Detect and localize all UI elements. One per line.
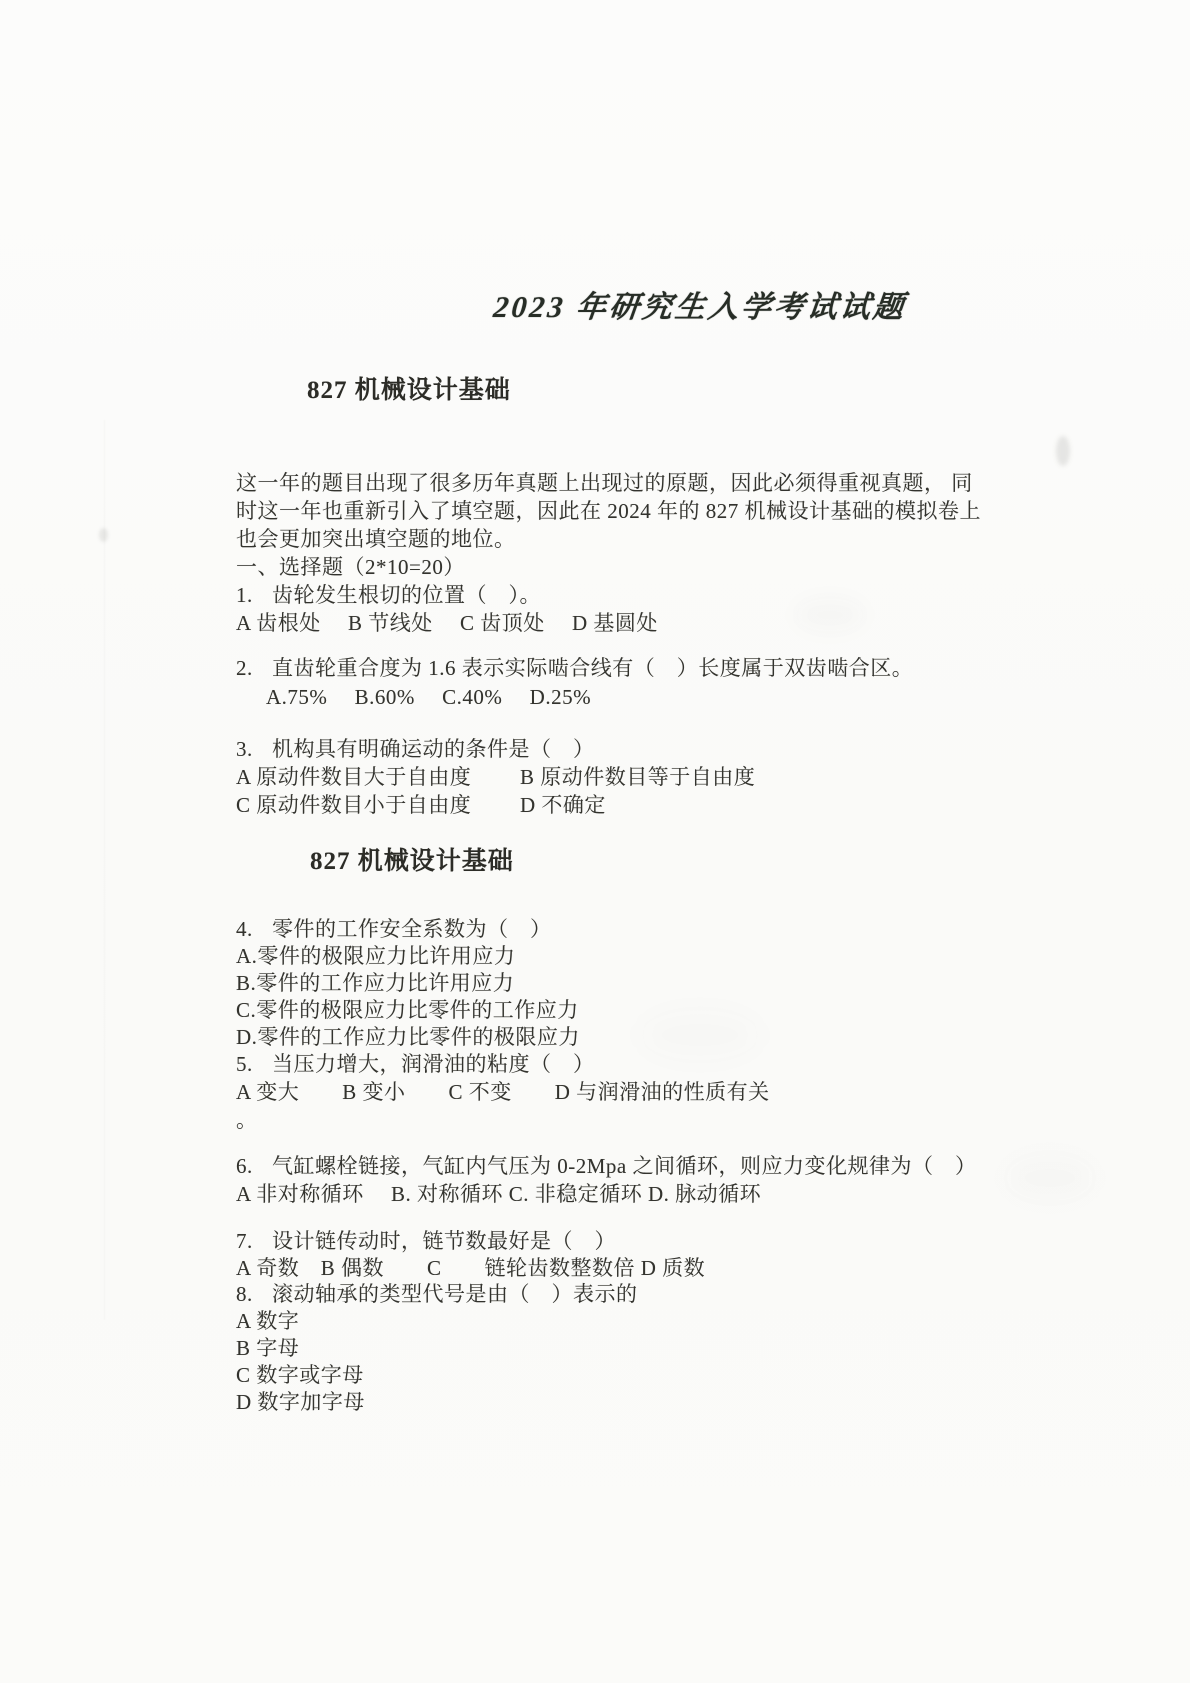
question-6-block [236, 1152, 976, 1208]
question-7-text: 设计链传动时，链节数最好是（ ） [272, 1229, 616, 1253]
exam-title: 2023 年研究生入学考试试题 [491, 291, 908, 324]
question-4-text: 零件的工作安全系数为（ ） [272, 917, 552, 941]
question-5-number: 5. [236, 1052, 253, 1076]
question-4-options: C.零件的极限应力比零件的工作应力 [236, 998, 579, 1022]
question-2-stem [236, 654, 913, 683]
question-6-stem [236, 1152, 976, 1180]
question-4-options: A.零件的极限应力比许用应力 [236, 944, 516, 968]
question-8-stem [236, 1281, 638, 1308]
question-8-options: B 字母 [236, 1336, 300, 1360]
question-2-text: 直齿轮重合度为 1.6 表示实际啮合线有（ ）长度属于双齿啮合区。 [272, 656, 914, 680]
question-5-options: A 变大 B 变小 C 不变 D 与润滑油的性质有关 [236, 1080, 770, 1104]
intro-line: 这一年的题目出现了很多历年真题上出现过的原题，因此必须得重视真题， 同 [236, 471, 973, 495]
question-6-text: 气缸螺栓链接，气缸内气压为 0-2Mpa 之间循环，则应力变化规律为（ ） [272, 1154, 977, 1178]
question-7-block [236, 1228, 705, 1282]
scan-crease-line [104, 420, 105, 1320]
question-3-block [236, 735, 755, 819]
question-1-text: 齿轮发生根切的位置（ ）。 [272, 583, 541, 607]
intro-line: 也会更加突出填空题的地位。 [236, 527, 516, 551]
question-8-text: 滚动轴承的类型代号是由（ ）表示的 [272, 1282, 638, 1306]
question-8-options: C 数字或字母 [236, 1363, 364, 1387]
question-1-number: 1. [236, 583, 253, 607]
course-heading-middle: 827 机械设计基础 [310, 848, 514, 875]
question-3-text: 机构具有明确运动的条件是（ ） [272, 737, 595, 761]
question-6-options: A 非对称循环 B. 对称循环 C. 非稳定循环 D. 脉动循环 [236, 1182, 762, 1206]
question-3-number: 3. [236, 737, 253, 761]
question-8-number: 8. [236, 1282, 253, 1306]
scan-smudge [1005, 1155, 1095, 1201]
question-1-options: A 齿根处 B 节线处 C 齿顶处 D 基圆处 [236, 611, 658, 635]
question-1-stem [236, 581, 981, 609]
stray-period: 。 [236, 1108, 258, 1132]
question-8-options: D 数字加字母 [236, 1390, 365, 1414]
question-5-text: 当压力增大，润滑油的粘度（ ） [272, 1052, 595, 1076]
question-6-number: 6. [236, 1154, 253, 1178]
question-2-options: A.75% B.60% C.40% D.25% [266, 685, 592, 709]
course-heading-top: 827 机械设计基础 [307, 377, 511, 404]
question-8-block [236, 1281, 638, 1416]
question-5-stem [236, 1050, 770, 1078]
question-3-options: A 原动件数目大于自由度 B 原动件数目等于自由度 [236, 765, 756, 789]
question-4-number: 4. [236, 917, 253, 941]
intro-and-q1-block [236, 469, 981, 637]
scan-smudge [1056, 436, 1070, 466]
question-4-stem [236, 916, 580, 943]
question-4-block [236, 916, 580, 1051]
scan-smudge [99, 528, 108, 542]
question-7-number: 7. [236, 1229, 253, 1253]
question-4-options: B.零件的工作应力比许用应力 [236, 971, 515, 995]
question-7-stem [236, 1228, 705, 1255]
question-2-number: 2. [236, 656, 253, 680]
question-7-options: A 奇数 B 偶数 C 链轮齿数整数倍 D 质数 [236, 1256, 706, 1280]
question-2-block [236, 654, 913, 712]
question-8-options: A 数字 [236, 1309, 300, 1333]
section-heading: 一、选择题（2*10=20） [236, 555, 465, 579]
question-3-stem [236, 735, 755, 763]
question-5-block [236, 1050, 770, 1134]
intro-line: 时这一年也重新引入了填空题，因此在 2024 年的 827 机械设计基础的模拟卷上 [236, 499, 981, 523]
question-4-options: D.零件的工作应力比零件的极限应力 [236, 1025, 580, 1049]
question-3-options: C 原动件数目小于自由度 D 不确定 [236, 793, 606, 817]
